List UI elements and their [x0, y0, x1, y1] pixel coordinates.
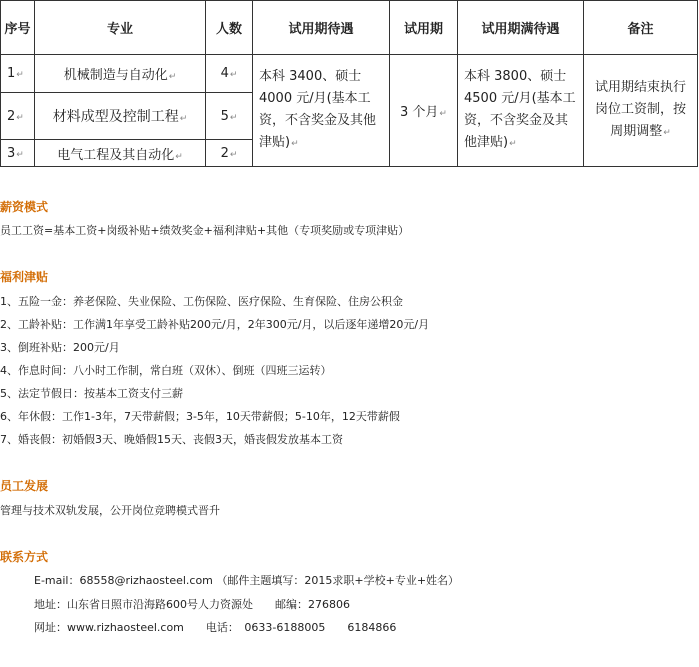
salary-section-title: 薪资模式	[0, 200, 49, 214]
welfare-item: 2、工龄补贴：工作满1年享受工龄补贴200元/月，2年300元/月，以后逐年递增20元/月	[0, 318, 430, 331]
contact-website: 网址：www.rizhaosteel.com 电话： 0633-6188005 6184866	[34, 621, 397, 634]
contact-section-title: 联系方式	[0, 550, 49, 564]
welfare-item: 6、年休假：工作1-3年，7天带薪假；3-5年，10天带薪假；5-10年，12天带薪假	[0, 410, 400, 423]
welfare-item: 5、法定节假日：按基本工资支付三薪	[0, 387, 183, 400]
header-remark: 备注	[584, 1, 698, 55]
table-header-row	[1, 1, 698, 55]
welfare-section-title: 福利津贴	[0, 270, 49, 284]
row-major: 电气工程及其自动化↵	[35, 140, 206, 167]
row-count: 5↵	[206, 93, 253, 140]
development-section-title: 员工发展	[0, 479, 49, 493]
remark-cell: 试用期结束执行岗位工资制，按周期调整↵	[584, 55, 698, 167]
welfare-item: 7、婚丧假：初婚假3天、晚婚假15天、丧假3天，婚丧假发放基本工资	[0, 433, 343, 446]
table-row	[1, 55, 698, 93]
row-major: 机械制造与自动化↵	[35, 55, 206, 93]
row-no: 1↵	[1, 55, 35, 93]
header-probation-pay: 试用期待遇	[253, 1, 390, 55]
row-no: 3↵	[1, 140, 35, 167]
contact-email: E-mail：68558@rizhaosteel.com （邮件主题填写：2015求职+学校+专业+姓名）	[34, 574, 460, 587]
row-no: 2↵	[1, 93, 35, 140]
recruitment-table	[0, 0, 698, 167]
welfare-item: 4、作息时间：八小时工作制，常白班（双休）、倒班（四班三运转）	[0, 364, 332, 377]
header-no: 序号	[1, 1, 35, 55]
header-probation-period: 试用期	[390, 1, 458, 55]
development-text: 管理与技术双轨发展，公开岗位竞聘模式晋升	[0, 504, 220, 517]
welfare-item: 1、五险一金：养老保险、失业保险、工伤保险、医疗保险、生育保险、住房公积金	[0, 295, 403, 308]
header-count: 人数	[206, 1, 253, 55]
row-count: 2↵	[206, 140, 253, 167]
probation-pay-cell: 本科 3400、硕士 4000 元/月(基本工资，不含奖金及其他津贴)↵	[253, 55, 390, 167]
header-major: 专业	[35, 1, 206, 55]
row-count: 4↵	[206, 55, 253, 93]
probation-period-cell: 3 个月↵	[390, 55, 458, 167]
welfare-item: 3、倒班补贴：200元/月	[0, 341, 120, 354]
post-probation-pay-cell: 本科 3800、硕士 4500 元/月(基本工资，不含奖金及其他津贴)↵	[458, 55, 584, 167]
salary-text: 员工工资=基本工资+岗级补贴+绩效奖金+福利津贴+其他（专项奖励或专项津贴）	[0, 224, 410, 237]
header-post-probation-pay: 试用期满待遇	[458, 1, 584, 55]
contact-address: 地址：山东省日照市沿海路600号人力资源处 邮编：276806	[34, 598, 350, 611]
row-major: 材料成型及控制工程↵	[35, 93, 206, 140]
